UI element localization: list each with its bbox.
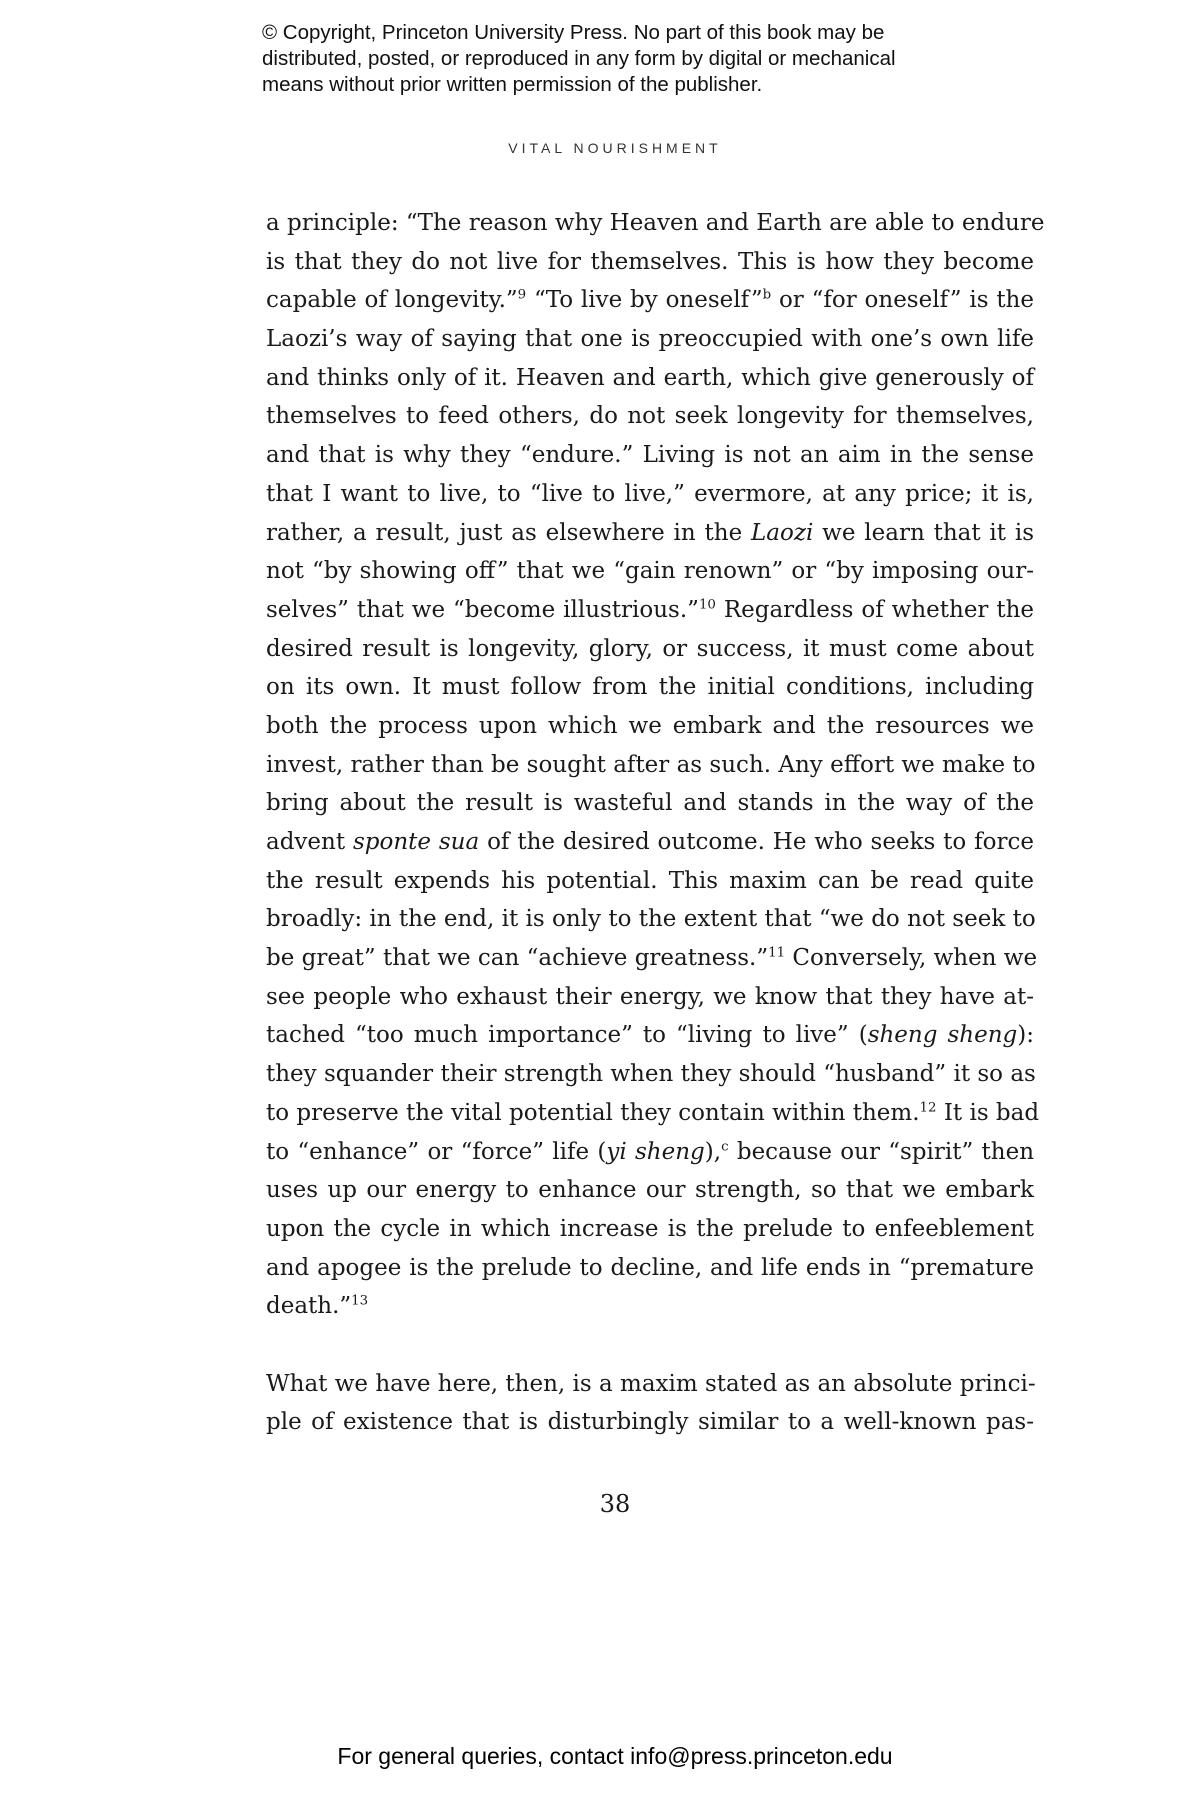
note-reference: 10 xyxy=(698,597,716,613)
copyright-line: © Copyright, Princeton University Press. No part of this book may be xyxy=(262,21,885,44)
paragraph xyxy=(266,1365,1034,1442)
text-segment: upon the cycle in which increase is the prelude to enfeeblement xyxy=(266,1215,1034,1242)
text-segment: selves” that we “become illustrious.” xyxy=(266,596,699,623)
text-line xyxy=(266,746,1034,785)
note-reference: 11 xyxy=(768,945,786,961)
text-line xyxy=(266,1210,1034,1249)
text-line xyxy=(266,823,1034,862)
text-segment: Conversely, when we xyxy=(785,945,1038,972)
paragraph xyxy=(266,204,1045,1326)
text-segment: they squander their strength when they should “husband” it so as xyxy=(266,1061,1036,1088)
text-line xyxy=(266,1094,1040,1133)
text-line xyxy=(266,1403,1034,1442)
text-segment: invest, rather than be sought after as such. Any effort we make to xyxy=(266,751,1036,778)
text-segment: and apogee is the prelude to decline, and life ends in “premature xyxy=(266,1254,1034,1281)
note-reference: 13 xyxy=(351,1293,369,1309)
text-segment: capable of longevity.” xyxy=(266,287,518,314)
text-segment: we learn that it is xyxy=(813,519,1034,546)
text-line xyxy=(266,1133,1034,1172)
text-line xyxy=(266,1249,1034,1288)
text-line xyxy=(266,514,1034,553)
text-line xyxy=(266,707,1034,746)
text-segment: It is bad xyxy=(936,1099,1040,1126)
text-segment: of the desired outcome. He who seeks to force xyxy=(479,829,1034,855)
text-line xyxy=(266,784,1034,823)
text-line xyxy=(266,552,1034,591)
note-reference: c xyxy=(721,1139,729,1155)
paragraph-gap xyxy=(266,1326,1034,1365)
text-line xyxy=(266,591,1034,630)
text-segment: desired result is longevity, glory, or success, it must come about xyxy=(266,635,1034,662)
text-line xyxy=(266,1016,1034,1055)
note-reference: 9 xyxy=(517,288,527,304)
text-line xyxy=(266,939,1038,978)
text-line xyxy=(266,359,1034,398)
text-segment: to “enhance” or “force” life ( xyxy=(266,1138,607,1165)
text-line xyxy=(266,978,1034,1017)
text-segment: not “by showing off” that we “gain renown” or “by imposing our- xyxy=(266,558,1034,585)
text-segment: broadly: in the end, it is only to the extent that “we do not seek to xyxy=(266,906,1036,933)
text-segment: the result expends his potential. This maxim can be read quite xyxy=(266,867,1034,894)
text-line xyxy=(266,1287,1034,1326)
text-line xyxy=(266,1171,1034,1210)
text-line xyxy=(266,1055,1034,1094)
text-segment: rather, a result, just as elsewhere in the xyxy=(266,519,752,546)
text-line xyxy=(266,320,1034,359)
text-line xyxy=(266,397,1034,436)
text-segment: and that is why they “endure.” Living is not an aim in the sense xyxy=(266,442,1034,469)
text-line xyxy=(266,281,1034,320)
text-segment: bring about the result is wasteful and stands in the way of the xyxy=(266,790,1034,817)
text-line xyxy=(266,436,1034,475)
running-head: VITAL NOURISHMENT xyxy=(508,140,722,156)
page-number: 38 xyxy=(599,1490,631,1518)
text-segment: see people who exhaust their energy, we know that they have at- xyxy=(266,983,1034,1010)
copyright-line: means without prior written permission of the publisher. xyxy=(262,73,763,96)
text-segment: to preserve the vital potential they contain within them. xyxy=(266,1099,920,1126)
italic-text: Laozi xyxy=(751,519,814,546)
copyright-notice xyxy=(262,20,1022,98)
text-segment: death.” xyxy=(266,1293,352,1320)
text-segment: themselves to feed others, do not seek longevity for themselves, xyxy=(266,403,1034,430)
text-segment: and thinks only of it. Heaven and earth, which give generously of xyxy=(266,364,1034,391)
text-segment: What we have here, then, is a maxim stated as an absolute princi- xyxy=(266,1370,1036,1397)
text-segment: is that they do not live for themselves. This is how they become xyxy=(266,248,1034,275)
text-segment: ): xyxy=(1017,1022,1034,1049)
text-segment: that I want to live, to “live to live,” evermore, at any price; it is, xyxy=(266,480,1034,507)
text-segment: tached “too much importance” to “living to live” ( xyxy=(266,1022,868,1049)
text-segment: a principle: “The reason why Heaven and Earth are able to endure xyxy=(266,210,1045,236)
note-reference: 12 xyxy=(919,1100,937,1116)
text-line xyxy=(266,630,1034,669)
italic-text: sponte sua xyxy=(352,829,480,855)
text-line xyxy=(266,862,1034,901)
text-line xyxy=(266,475,1034,514)
text-segment: ple of existence that is disturbingly similar to a well-known pas- xyxy=(266,1409,1034,1436)
text-segment: “To live by oneself” xyxy=(526,287,763,314)
text-segment: Laozi’s way of saying that one is preoccupied with one’s own life xyxy=(266,326,1034,353)
text-segment: Regardless of whether the xyxy=(715,596,1034,623)
note-reference: b xyxy=(762,288,772,304)
text-line xyxy=(266,668,1034,707)
text-segment: advent xyxy=(266,829,353,855)
copyright-line: distributed, posted, or reproduced in any form by digital or mechanical xyxy=(262,47,896,70)
text-segment: both the process upon which we embark and the resources we xyxy=(266,712,1034,739)
text-line xyxy=(266,1365,1034,1404)
text-line xyxy=(266,204,1045,243)
italic-text: sheng sheng xyxy=(867,1022,1018,1049)
footer-contact: For general queries, contact info@press.princeton.edu xyxy=(337,1743,893,1769)
text-line xyxy=(266,243,1034,282)
text-segment: uses up our energy to enhance our strength, so that we embark xyxy=(266,1177,1034,1204)
body-text xyxy=(266,204,1045,1442)
text-segment: or “for oneself” is the xyxy=(771,287,1034,314)
text-segment: because our “spirit” then xyxy=(728,1138,1035,1165)
text-line xyxy=(266,900,1034,939)
text-segment: on its own. It must follow from the initial conditions, including xyxy=(266,674,1034,701)
text-segment: be great” that we can “achieve greatness.” xyxy=(266,945,769,972)
text-segment: ), xyxy=(704,1138,722,1165)
italic-text: yi sheng xyxy=(606,1138,705,1165)
